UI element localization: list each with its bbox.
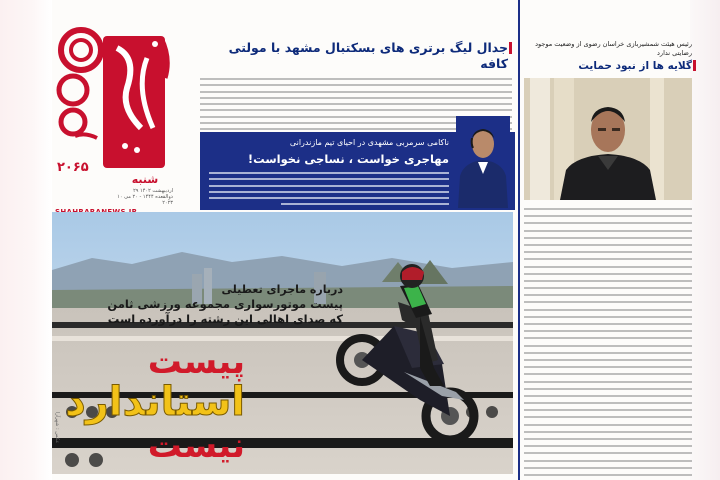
date-block [115, 188, 173, 206]
story-mazandaran-kicker: ناکامی سرمربی مشهدی در احیای تیم مازندرانی [289, 138, 449, 147]
caption-line-3: که صدای اهالی این رشته را درآورده است [107, 312, 343, 326]
main-story[interactable] [52, 212, 513, 474]
story-fencing[interactable] [524, 40, 692, 72]
story-fencing-body [524, 208, 692, 480]
title-accent-bar [509, 42, 512, 54]
newspaper-logo-icon [55, 18, 173, 168]
title-accent-bar [693, 60, 696, 71]
story-mazandaran-title[interactable]: مهاجری خواست ، نساجی نخواست! [247, 152, 449, 166]
photo-credit: عکس : شهرآرا [54, 412, 60, 444]
main-story-caption [103, 282, 343, 327]
main-headline-line-2[interactable]: استاندارد [65, 379, 245, 425]
coach-portrait-icon [456, 116, 510, 208]
column-separator [518, 0, 520, 480]
story-fencing-title[interactable]: گلایه ها از نبود حمایت [578, 60, 692, 72]
fencing-president-portrait-icon [524, 78, 692, 200]
main-headline-line-1[interactable]: پیست [147, 342, 245, 382]
caption-line-1: درباره ماجرای تعطیلی [221, 283, 343, 296]
caption-line-2: پیست موتورسواری مجموعه ورزشی ثامن [107, 297, 343, 311]
date-line-2: ۱۰ ذوالقعده ۱۴۴۴ - ۲۰ می ۲۰۲۳ [117, 194, 173, 206]
paper-edge-right [690, 0, 720, 480]
date-line-1: ۲۹ اردیبهشت ۱۴۰۲ [133, 188, 173, 194]
main-headline-line-3[interactable]: نیست [147, 426, 245, 466]
paper-edge-left [0, 0, 52, 480]
story-mazandaran-body [209, 172, 449, 210]
weekday: شنبه [131, 173, 159, 186]
masthead [55, 18, 173, 208]
story-basketball-title[interactable]: جدال لیگ برتری های بسکتبال مشهد با مولتی کافه [228, 40, 508, 71]
story-mazandaran[interactable] [200, 132, 515, 210]
issue-number: ۲۰۶۵ [57, 160, 89, 175]
story-fencing-kicker: رئیس هیئت شمشیربازی خراسان رضوی از وضعیت موجود رضایتی ندارد [535, 40, 692, 57]
